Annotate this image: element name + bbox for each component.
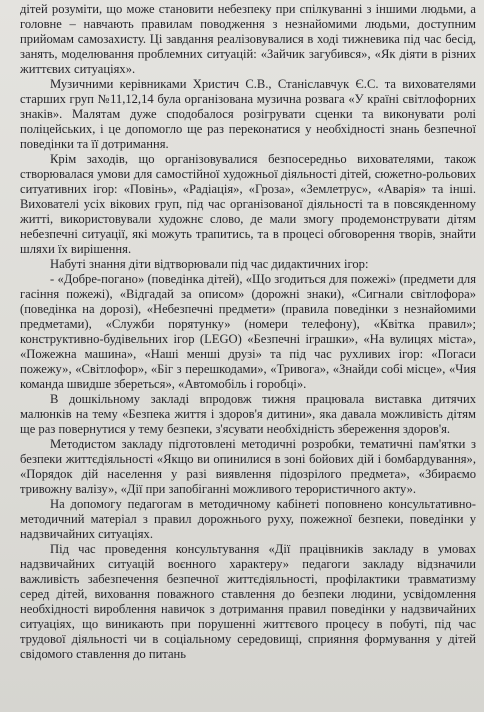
paragraph-3: Крім заходів, що організовувалися безпосередньо вихователями, також створювалася умови для самостійної художньої діяльності дітей, сюжетно-рольових ситуативних ігор: «Повінь», «Радіація», «Гроза», «Землетрус», «Аварія» та інші. Вихователі усіх вікових груп, під час організованої діяльності та в повсякденному житті, використовували художнє слово, де мали змогу продемонструвати дітям небезпечні ситуації, які можуть трапитись, та в процесі обговорення творів, знайти шляхи їх вирішення.: [20, 152, 476, 256]
paragraph-2: Музичними керівниками Христич С.В., Станіславчук Є.С. та вихователями старших груп №11,12,14 була організована музична розвага «У країні світлофорних знаків». Малятам дуже сподобалося розігрувати сценки та виконувати ролі поліцейських, і це допомогло ще раз переконатися у необхідності знань безпечної поведінки та її дотримання.: [20, 77, 476, 151]
paragraph-1: дітей розуміти, що може становити небезпеку при спілкуванні з іншими людьми, а головне – навчають правилам поводження з незнайомими людьми, доступним прийомам самозахисту. Ці завдання реалізовувалися в ході тижневика під час бесід, занять, моделювання проблемних ситуацій: «Зайчик загубився», «Як діяти в різних життєвих ситуаціях».: [20, 2, 476, 76]
paragraph-5-games-list: - «Добре-погано» (поведінка дітей), «Що згодиться для пожежі» (предмети для гасіння пожежі), «Відгадай за описом» (дорожні знаки), «Сигнали світлофора» (поведінка на дорозі), «Небезпечні предмети» (правила поведінки з незнайомими предметами), «Служби порятунку» (номери телефону), «Квітка правил»; конструктивно-будівельних ігор (LEGO) «Безпечні іграшки», «На вулицях міста», «Пожежна машина», «Наші менші друзі» та під час рухливих ігор: «Погаси пожежу», «Світлофор», «Біг з перешкодами», «Тривога», «Знайди собі місце», «Чия команда швидше збереться», «Автомобіль і горобці».: [20, 272, 476, 391]
paragraph-4: Набуті знання діти відтворювали під час дидактичних ігор:: [50, 257, 369, 271]
paragraph-9: Під час проведення консультування «Дії працівників закладу в умовах надзвичайних ситуацій воєнного характеру» педагоги закладу відзначили важливість забезпечення безпечної життєдіяльності, профілактики травматизму серед дітей, виховання поважного ставлення до безпеки людини, усвідомлення необхідності вироблення навичок з дотримання правил поведінки у надзвичайних ситуаціях, що виникають при порушенні життєвого процесу в побуті, під час трудової діяльності чи в соціальному середовищі, сприяння формування у дітей свідомого ставлення до питань: [20, 542, 476, 661]
paragraph-8: На допомогу педагогам в методичному кабінеті поповнено консультативно-методичний матеріал з правил дорожнього руху, пожежної безпеки, поведінки у надзвичайних ситуаціях.: [20, 497, 476, 541]
paragraph-7: Методистом закладу підготовлені методичні розробки, тематичні пам'ятки з безпеки життєдіяльності «Якщо ви опинилися в зоні бойових дій і бомбардування», «Порядок дій населення у разі виявлення підозрілого предмета», «Збираємо тривожну валізу», «Дії при запобіганні можливого терористичного акту».: [20, 437, 476, 496]
paragraph-6: В дошкільному закладі впродовж тижня працювала виставка дитячих малюнків на тему «Безпека життя і здоров'я дитини», яка давала можливість дітям ще раз повернутися у тему безпеки, з'ясувати необхідність збереження здоров'я.: [20, 392, 476, 436]
